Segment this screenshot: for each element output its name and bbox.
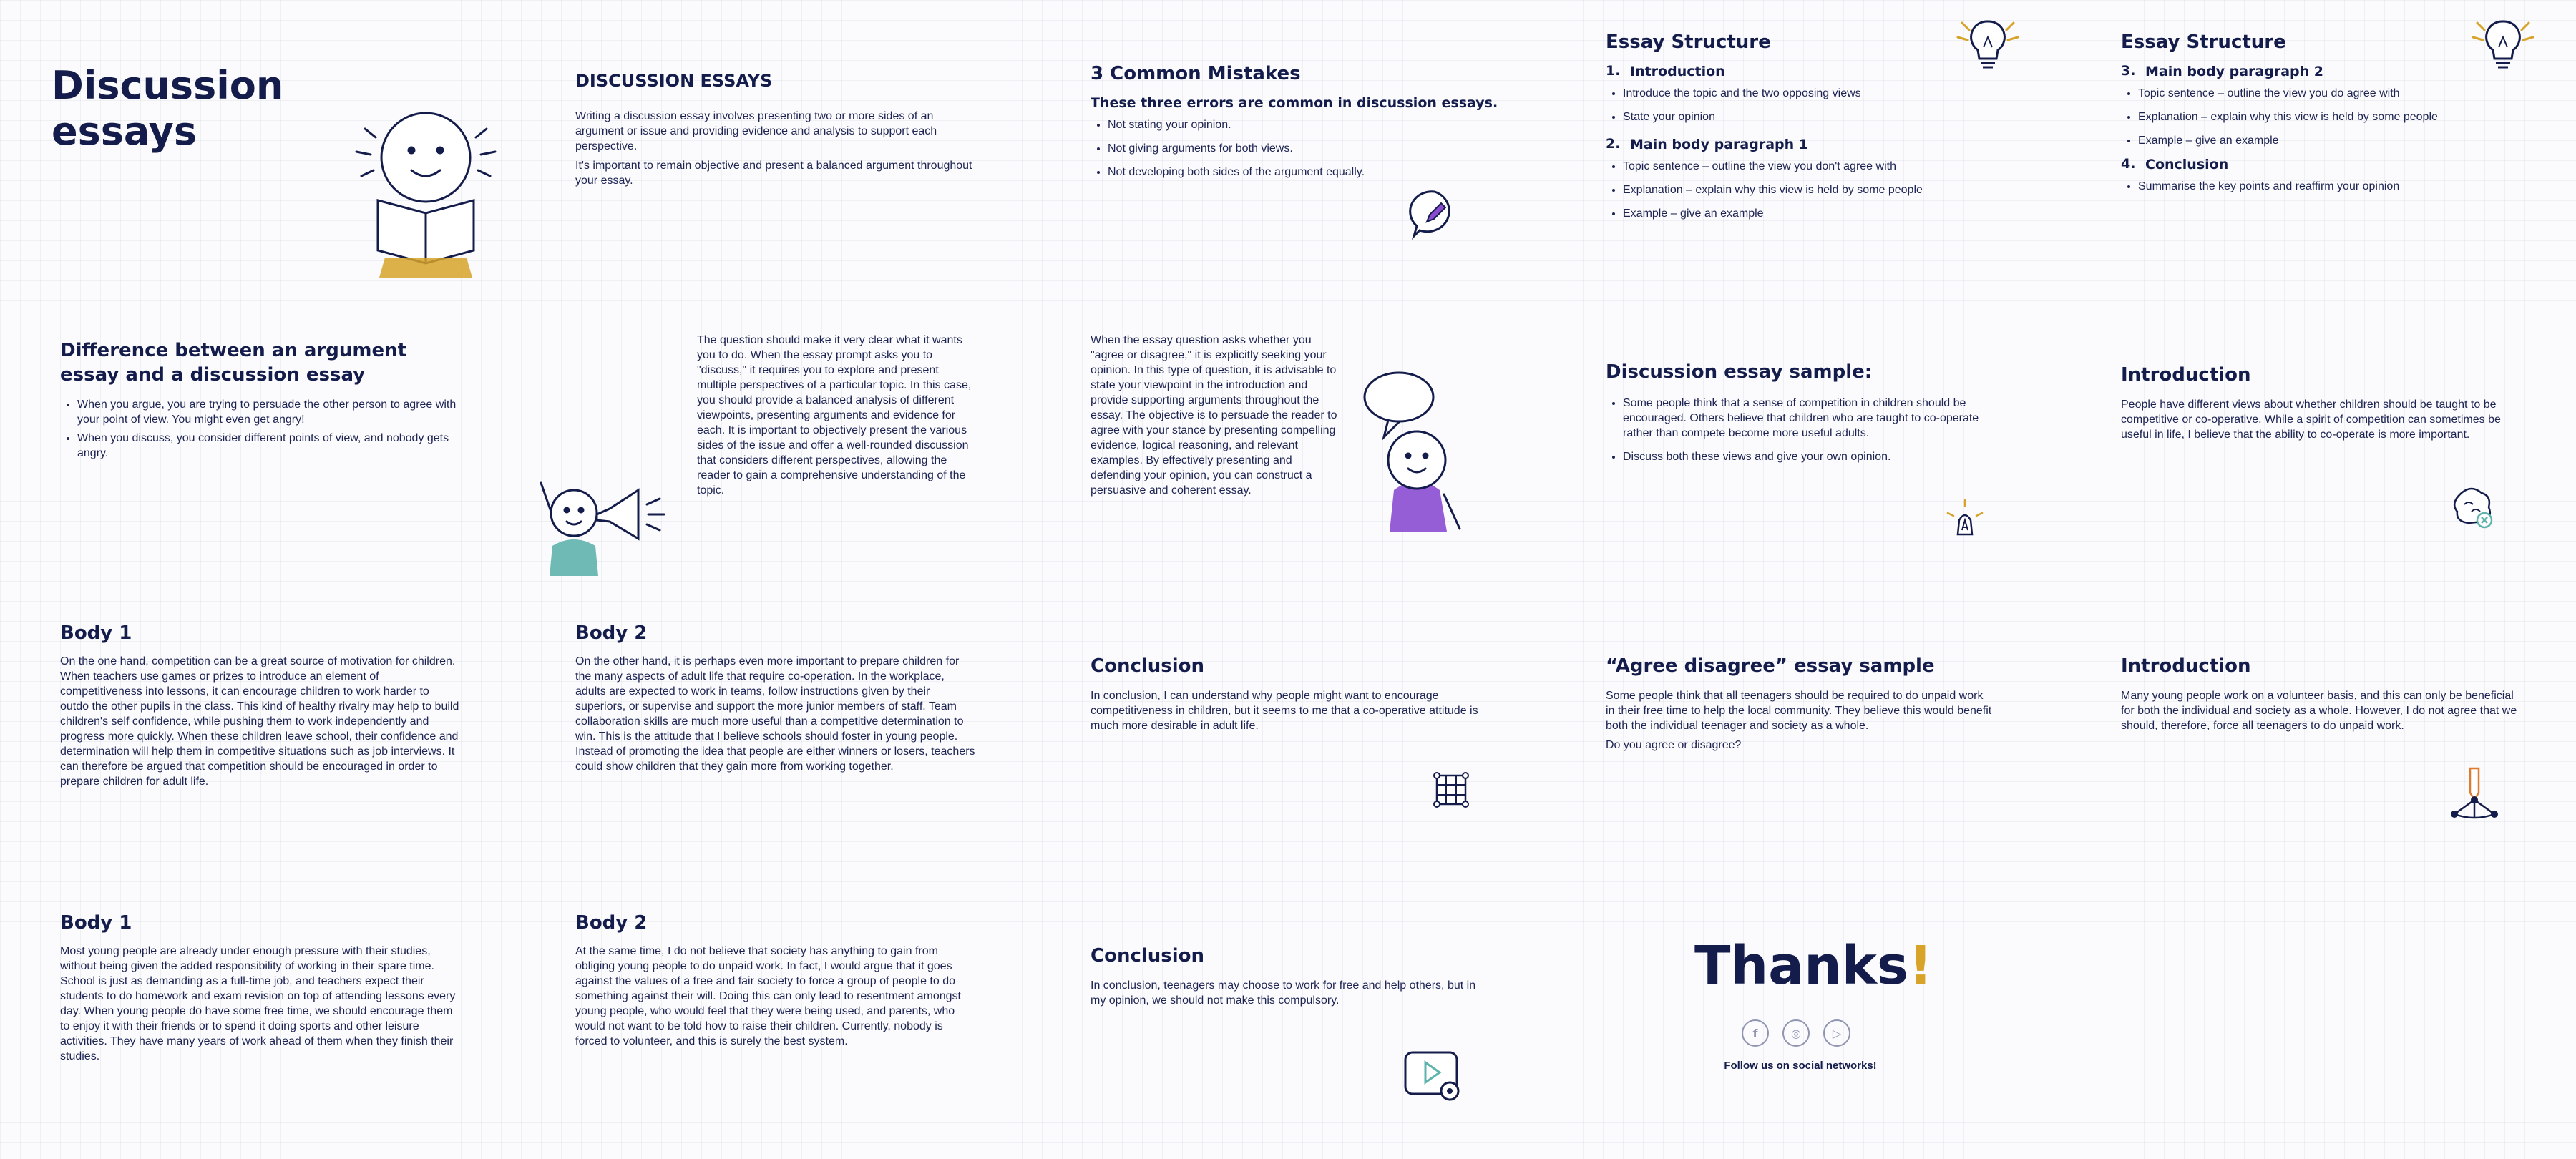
idea-hand-icon — [1943, 499, 1986, 542]
follow-text: Follow us on social networks! — [1724, 1060, 1877, 1072]
slide-conclusion-b — [1030, 869, 1546, 1159]
step-heading: Main body paragraph 2 — [2145, 64, 2324, 79]
difference-list — [60, 397, 464, 464]
step-list — [2121, 86, 2539, 157]
paragraph: It's important to remain objective and present a balanced argument throughout your essay. — [575, 160, 972, 187]
list-item: • State your opinion — [1623, 109, 2024, 124]
brain-icon — [2447, 483, 2497, 533]
list-item: • Some people think that a sense of competition in children should be encouraged. Others believe that children who are taught to co-operate rather than compete become more useful adults. — [1623, 396, 2009, 441]
list-item: • Topic sentence – outline the view you do agree with — [2138, 86, 2539, 101]
slide-agree-sample — [1546, 580, 2061, 869]
slide-difference — [0, 290, 515, 580]
slide-discussion-sample — [1546, 290, 2061, 580]
slide-heading: 3 Common Mistakes — [1091, 63, 1301, 84]
youtube-glyph: ▷ — [1832, 1026, 1842, 1040]
slide-heading: Body 2 — [575, 912, 648, 934]
slide-body: In conclusion, I can understand why people might want to encourage competitiveness in children, but it seems to me that a co-operative attitude is much more desirable in adult life. — [1091, 690, 1478, 732]
slide-subheading: These three errors are common in discussion essays. — [1091, 95, 1498, 111]
step-list — [2121, 179, 2539, 202]
mistakes-list — [1091, 117, 1508, 188]
list-item: • Summarise the key points and reaffirm your opinion — [2138, 179, 2539, 194]
step-list — [1606, 159, 2024, 230]
speech-character-icon — [1360, 368, 1503, 533]
paragraph: Some people think that all teenagers should be required to do unpaid work in their free time to help the local community. They believe this would benefit both the individual teenager and society as a whole. — [1606, 690, 1992, 732]
slide-conclusion-a — [1030, 580, 1546, 869]
list-item: • Not developing both sides of the argument equally. — [1108, 165, 1508, 180]
paragraph: Writing a discussion essay involves presenting two or more sides of an argument or issue and providing evidence and analysis to support each perspective. — [575, 110, 937, 152]
sample-list — [1606, 396, 2009, 473]
main-title: Discussion essays — [52, 63, 284, 154]
slide-heading: Introduction — [2121, 364, 2251, 386]
slide-heading: Conclusion — [1091, 655, 1205, 677]
list-item: • Example – give an example — [2138, 133, 2539, 148]
slide-body: Most young people are already under enough pressure with their studies, without being given the added responsibility of working in their spare time. School is just as demanding as a full-time job, and teachers expect their students to do homework and exam revision on top of attending lessons every day. When young people do have some free time, we should encourage them to enjoy it with their friends or to spend it doing sports and other leisure activities. They have many years of work ahead of them when they finish their studies. — [60, 945, 456, 1062]
slide-heading: Difference between an argument essay and a discussion essay — [60, 340, 407, 386]
paragraph: Do you agree or disagree? — [1606, 739, 1742, 751]
youtube-icon[interactable] — [1823, 1019, 1850, 1047]
step-list — [1606, 86, 2024, 133]
slide-heading: Essay Structure — [2121, 31, 2286, 53]
slide-body — [1606, 688, 1992, 757]
facebook-icon[interactable] — [1742, 1019, 1769, 1047]
slide-heading: “Agree disagree” essay sample — [1606, 655, 1935, 677]
slide-heading: Discussion essay sample: — [1606, 361, 1873, 383]
step-heading: Main body paragraph 1 — [1630, 137, 1809, 152]
list-item: • Explanation – explain why this view is held by some people — [1623, 182, 2024, 197]
list-item: • Topic sentence – outline the view you don't agree with — [1623, 159, 2024, 174]
step-heading: Conclusion — [2145, 157, 2229, 172]
slide-common-mistakes — [1030, 0, 1546, 290]
step-number: 4. — [2121, 156, 2136, 172]
slide-body: On the other hand, it is perhaps even more important to prepare children for the many aspects of adult life that require co-operation. In the workplace, adults are expected to work in teams, follow instructions given by their superiors, or supervise and support the more junior members of staff. Team collaboration skills are much more useful than a competitive determination to win. This is the attitude that I believe schools should foster in young people. Instead of promoting the idea that people are either winners or losers, teachers could show children that they gain more from working together. — [575, 655, 975, 773]
slide-heading: Body 1 — [60, 912, 132, 934]
slide-body — [575, 109, 976, 192]
grid-icon — [1431, 770, 1471, 810]
video-settings-icon — [1402, 1050, 1467, 1107]
list-item: • Introduce the topic and the two opposing views — [1623, 86, 2024, 101]
slide-body: Many young people work on a volunteer basis, and this can only be beneficial for both the individual and society as a whole. However, I do not agree that we should, therefore, force all teenagers to do unpaid work. — [2121, 690, 2517, 732]
slide-body: On the one hand, competition can be a great source of motivation for children. When teachers use games or prizes to introduce an element of competitiveness into lessons, it can encourage children to work harder to outdo the other pupils in the class. This kind of healthy rivalry may help to build children's self confidence, while pushing them to work independently and progress more quickly. When these children leave school, their confidence and determination will help them in competitive situations such as job interviews. It can therefore be argued that competition should be encouraged in order to prepare children for adult life. — [60, 655, 459, 788]
instagram-glyph: ◎ — [1791, 1026, 1801, 1040]
slide-body: The question should make it very clear what it wants you to do. When the essay prompt asks you to "discuss," it requires you to explore and present multiple perspectives of a particular topic. In this case, you should provide a balanced analysis of different viewpoints, presenting arguments and evidence for each. It is important to objectively present the various sides of the issue and offer a well-rounded discussion that considers different perspectives, allowing the reader to gain a comprehensive understanding of the topic. — [697, 334, 972, 497]
slide-discussion-essays — [515, 0, 1030, 290]
list-item: • Not stating your opinion. — [1108, 117, 1508, 132]
facebook-glyph: f — [1752, 1026, 1758, 1040]
thanks-heading — [1694, 934, 1995, 998]
slide-body-2-a — [515, 580, 1030, 869]
slide-agree-question — [1030, 290, 1546, 580]
list-item: • When you discuss, you consider different points of view, and nobody gets angry. — [77, 431, 464, 461]
slide-body: In conclusion, teenagers may choose to work for free and help others, but in my opinion, we should not make this compulsory. — [1091, 979, 1476, 1007]
lightbulb-icon — [2467, 16, 2539, 73]
lightbulb-icon — [1952, 16, 2024, 73]
slide-essay-structure-1 — [1546, 0, 2061, 290]
network-pencil-icon — [2446, 764, 2503, 821]
slide-heading: Essay Structure — [1606, 31, 1771, 53]
list-item: • Discuss both these views and give your own opinion. — [1623, 449, 2009, 464]
instagram-icon[interactable] — [1782, 1019, 1810, 1047]
slide-heading: Conclusion — [1091, 945, 1205, 967]
thanks-mark: ! — [1908, 935, 1933, 997]
slide-introduction-1 — [2061, 290, 2576, 580]
slide-body-1-a — [0, 580, 515, 869]
slide-body: When the essay question asks whether you "agree or disagree," it is explicitly seeking your opinion. In this type of question, it is advisable to state your viewpoint in the introduction and provide supporting arguments throughout the essay. The objective is to persuade the reader to agree with your stance by presenting compelling evidence, logical reasoning, and relevant examples. By effectively presenting and defending your opinion, you can construct a persuasive and coherent essay. — [1091, 334, 1337, 497]
step-number: 2. — [1606, 136, 1621, 152]
slide-body: At the same time, I do not believe that society has anything to gain from obliging young people to do unpaid work. In fact, I would argue that it goes against the values of a free and fair society to force a group of people to do something against their will. Doing this can only lead to resentment amongst young people, who would feel that they were being used, and parents, who would not want to be told how to raise their children. Currently, nobody is forced to volunteer, and this is surely the best system. — [575, 945, 961, 1047]
slide-heading: Body 1 — [60, 622, 132, 644]
megaphone-character-icon — [531, 469, 674, 576]
slide-title — [0, 0, 515, 290]
step-number: 3. — [2121, 63, 2136, 79]
list-item: • Example – give an example — [1623, 206, 2024, 221]
reading-character-icon — [343, 107, 501, 279]
list-item: • When you argue, you are trying to persuade the other person to agree with your point of view. You might even get angry! — [77, 397, 464, 427]
step-heading: Introduction — [1630, 64, 1725, 79]
slide-body-2-b — [515, 869, 1030, 1159]
slide-body-1-b — [0, 869, 515, 1159]
slide-heading: Introduction — [2121, 655, 2251, 677]
slide-discuss-question — [515, 290, 1030, 580]
slide-heading: DISCUSSION ESSAYS — [575, 71, 773, 91]
slide-thanks — [1546, 869, 2061, 1159]
slide-introduction-2 — [2061, 580, 2576, 869]
step-number: 1. — [1606, 63, 1621, 79]
thanks-text: Thanks — [1694, 935, 1909, 997]
slide-body: People have different views about whether children should be taught to be competitive or co-operative. While a spirit of competition can sometimes be useful in life, I believe that the ability to co-operate is more important. — [2121, 398, 2501, 441]
slide-essay-structure-2 — [2061, 0, 2576, 290]
list-item: • Not giving arguments for both views. — [1108, 141, 1508, 156]
pencil-chat-icon — [1410, 189, 1460, 239]
slide-heading: Body 2 — [575, 622, 648, 644]
list-item: • Explanation – explain why this view is held by some people — [2138, 109, 2539, 124]
